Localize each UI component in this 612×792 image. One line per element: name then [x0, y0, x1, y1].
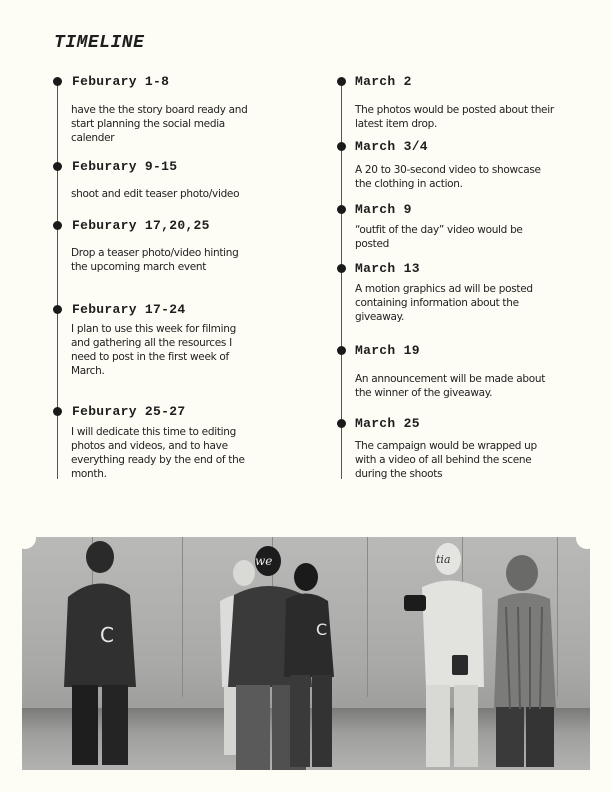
timeline-dot	[53, 77, 62, 86]
hoodie-print-1: C	[100, 623, 114, 647]
timeline-dot	[337, 142, 346, 151]
entry-description: The photos would be posted about their latest item drop.	[355, 104, 554, 130]
entry-description: “outfit of the day” video would be posted	[355, 224, 523, 250]
entry-description: I will dedicate this time to editing photos and videos, and to have everything ready by the end of the month.	[71, 426, 245, 480]
timeline-dot	[337, 205, 346, 214]
entry-date: Feburary 9-15	[72, 159, 178, 174]
timeline-dot	[337, 346, 346, 355]
timeline-dot	[53, 221, 62, 230]
entry-date: March 3/4	[355, 139, 428, 154]
entry-description: Drop a teaser photo/video hinting the upcoming march event	[71, 247, 239, 273]
timeline-dot	[337, 419, 346, 428]
person-photographer	[404, 543, 484, 767]
timeline-line-left	[57, 82, 58, 479]
person-hoodie-left	[64, 541, 136, 765]
timeline-dot	[53, 305, 62, 314]
people-silhouettes	[22, 537, 590, 770]
entry-date: Feburary 17,20,25	[72, 218, 210, 233]
page-title: TIMELINE	[54, 33, 145, 53]
timeline-dot	[53, 162, 62, 171]
entry-date: Feburary 1-8	[72, 74, 170, 89]
timeline-dot	[53, 407, 62, 416]
entry-description: I plan to use this week for filming and gathering all the resources I need to post in the first week of March.	[71, 323, 236, 377]
entry-date: March 13	[355, 261, 420, 276]
entry-date: March 9	[355, 202, 412, 217]
timeline-dot	[337, 77, 346, 86]
beanie-print: we	[255, 554, 273, 568]
timeline-dot	[337, 264, 346, 273]
entry-description: A motion graphics ad will be posted containing information about the giveaway.	[355, 283, 533, 323]
entry-date: Feburary 25-27	[72, 404, 186, 419]
entry-date: March 19	[355, 343, 420, 358]
hoodie-print-2: C	[316, 620, 328, 639]
entry-description: A 20 to 30-second video to showcase the clothing in action.	[355, 164, 541, 190]
entry-date: Feburary 17-24	[72, 302, 186, 317]
entry-description: The campaign would be wrapped up with a video of all behind the scene during the shoots	[355, 440, 537, 480]
entry-description: An announcement will be made about the winner of the giveaway.	[355, 373, 546, 399]
entry-date: March 25	[355, 416, 420, 431]
entry-description: have the the story board ready and start planning the social media calender	[71, 104, 248, 144]
entry-description: shoot and edit teaser photo/video	[71, 188, 240, 200]
entry-date: March 2	[355, 74, 412, 89]
group-photo	[22, 537, 590, 770]
hat-print: tia	[436, 553, 451, 566]
person-knit-beanie	[494, 555, 556, 767]
